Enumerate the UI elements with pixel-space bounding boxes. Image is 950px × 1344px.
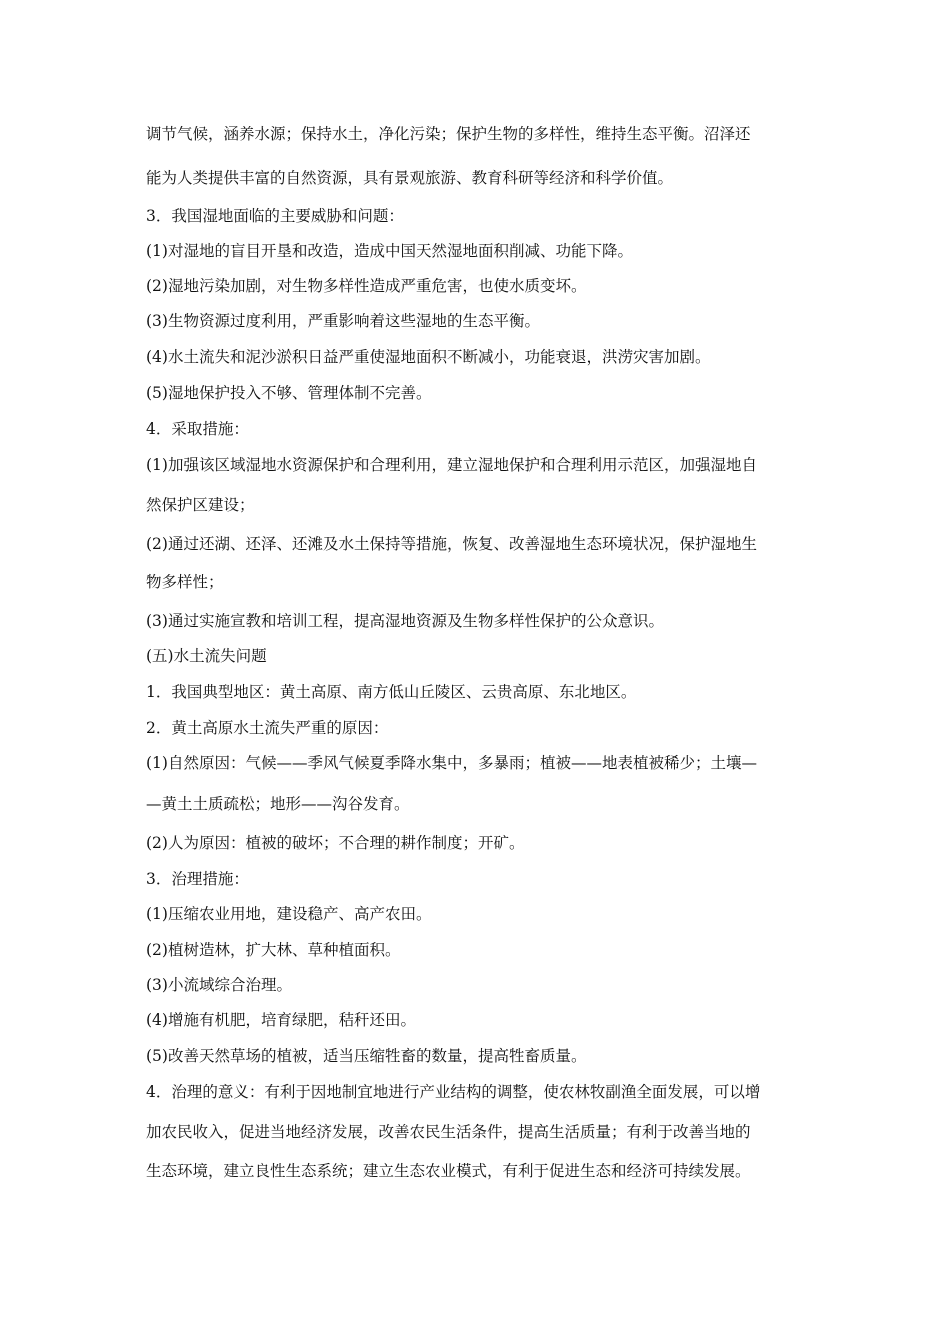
section-heading: 4．治理的意义：有利于因地制宜地进行产业结构的调整，使农林牧副渔全面发展，可以增 bbox=[146, 1083, 761, 1101]
list-item: (3)通过实施宣教和培训工程，提高湿地资源及生物多样性保护的公众意识。 bbox=[146, 612, 664, 630]
list-item-continuation: 物多样性； bbox=[146, 573, 224, 591]
list-item: (2)植树造林，扩大林、草种植面积。 bbox=[146, 941, 401, 959]
list-item: (1)加强该区域湿地水资源保护和合理利用，建立湿地保护和合理利用示范区，加强湿地自 bbox=[146, 456, 757, 474]
section-heading: 3．治理措施： bbox=[146, 870, 249, 888]
list-item-continuation: —黄土土质疏松；地形——沟谷发育。 bbox=[146, 795, 410, 813]
list-item: (5)湿地保护投入不够、管理体制不完善。 bbox=[146, 384, 432, 402]
list-item: (4)水土流失和泥沙淤积日益严重使湿地面积不断减小，功能衰退，洪涝灾害加剧。 bbox=[146, 348, 711, 366]
text-line: 能为人类提供丰富的自然资源，具有景观旅游、教育科研等经济和科学价值。 bbox=[146, 169, 674, 187]
list-item: (1)压缩农业用地，建设稳产、高产农田。 bbox=[146, 905, 432, 923]
list-item: (2)湿地污染加剧，对生物多样性造成严重危害，也使水质变坏。 bbox=[146, 277, 587, 295]
list-item: (1)自然原因：气候——季风气候夏季降水集中，多暴雨；植被——地表植被稀少；土壤— bbox=[146, 754, 757, 772]
text-line: 调节气候，涵养水源；保持水土，净化污染；保护生物的多样性，维持生态平衡。沼泽还 bbox=[146, 125, 751, 143]
section-heading: (五)水土流失问题 bbox=[146, 647, 267, 665]
list-item: (2)人为原因：植被的破坏；不合理的耕作制度；开矿。 bbox=[146, 834, 525, 852]
section-heading: 3．我国湿地面临的主要威胁和问题： bbox=[146, 207, 404, 225]
text-line: 加农民收入，促进当地经济发展，改善农民生活条件，提高生活质量；有利于改善当地的 bbox=[146, 1123, 751, 1141]
list-item: (3)生物资源过度利用，严重影响着这些湿地的生态平衡。 bbox=[146, 312, 540, 330]
list-item: (2)通过还湖、还泽、还滩及水土保持等措施，恢复、改善湿地生态环境状况，保护湿地生 bbox=[146, 535, 757, 553]
list-item: (3)小流域综合治理。 bbox=[146, 976, 292, 994]
text-line: 1．我国典型地区：黄土高原、南方低山丘陵区、云贵高原、东北地区。 bbox=[146, 683, 637, 701]
list-item: (5)改善天然草场的植被，适当压缩牲畜的数量，提高牲畜质量。 bbox=[146, 1047, 587, 1065]
section-heading: 2．黄土高原水土流失严重的原因： bbox=[146, 719, 389, 737]
text-line: 生态环境，建立良性生态系统；建立生态农业模式，有利于促进生态和经济可持续发展。 bbox=[146, 1162, 751, 1180]
list-item-continuation: 然保护区建设； bbox=[146, 496, 255, 514]
list-item: (4)增施有机肥，培育绿肥，秸秆还田。 bbox=[146, 1011, 416, 1029]
section-heading: 4．采取措施： bbox=[146, 420, 249, 438]
list-item: (1)对湿地的盲目开垦和改造，造成中国天然湿地面积削减、功能下降。 bbox=[146, 242, 633, 260]
